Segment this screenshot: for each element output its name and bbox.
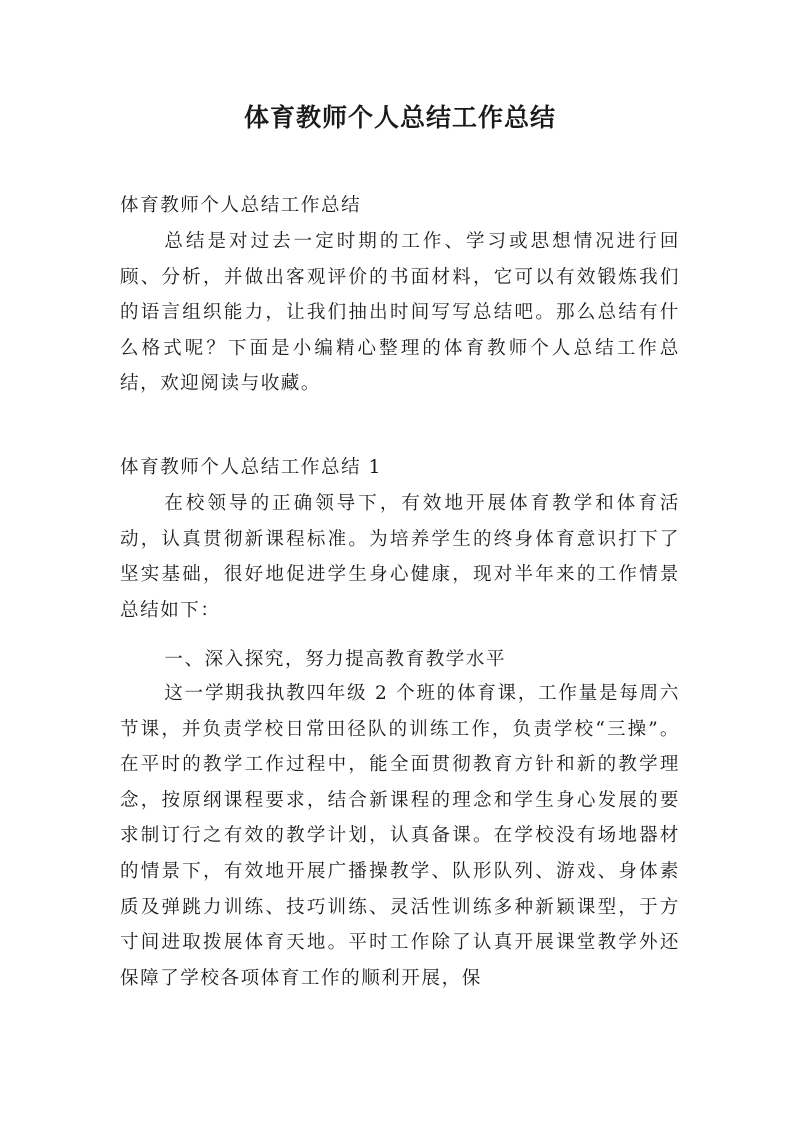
intro-heading: 体育教师个人总结工作总结 (120, 195, 362, 216)
intro-paragraph: 总结是对过去一定时期的工作、学习或思想情况进行回顾、分析，并做出客观评价的书面材料，它可以有效锻炼我们的语言组织能力，让我们抽出时间写写总结吧。那么总结有什么格式呢？下面是小编精心整理的体育教师个人总结工作总结，欢迎阅读与收藏。 (120, 231, 680, 395)
document-title: 体育教师个人总结工作总结 (243, 103, 556, 132)
section-1-paragraph-2: 这一学期我执教四年级 2 个班的体育课，工作量是每周六节课，并负责学校日常田径队的训练工作，负责学校“三操”。在平时的教学工作过程中，能全面贯彻教育方针和新的教学理念，按原纲课程要求，结合新课程的理念和学生身心发展的要求制订行之有效的教学计划，认真备课。在学校没有场地器材的情景下，有效地开展广播操教学、队形队列、游戏、身体素质及弹跳力训练、技巧训练、灵活性训练多种新颖课型，于方寸间进取拨展体育天地。平时工作除了认真开展课堂教学外还保障了学校各项体育工作的顺利开展，保 (120, 683, 680, 989)
section-1-paragraph: 在校领导的正确领导下，有效地开展体育教学和体育活动，认真贯彻新课程标准。为培养学生的终身体育意识打下了坚实基础，很好地促进学生身心健康，现对半年来的工作情景总结如下： (120, 493, 680, 621)
section-1-subheading: 一、深入探究，努力提高教育教学水平 (164, 649, 507, 670)
section-1-heading: 体育教师个人总结工作总结 1 (120, 457, 383, 478)
